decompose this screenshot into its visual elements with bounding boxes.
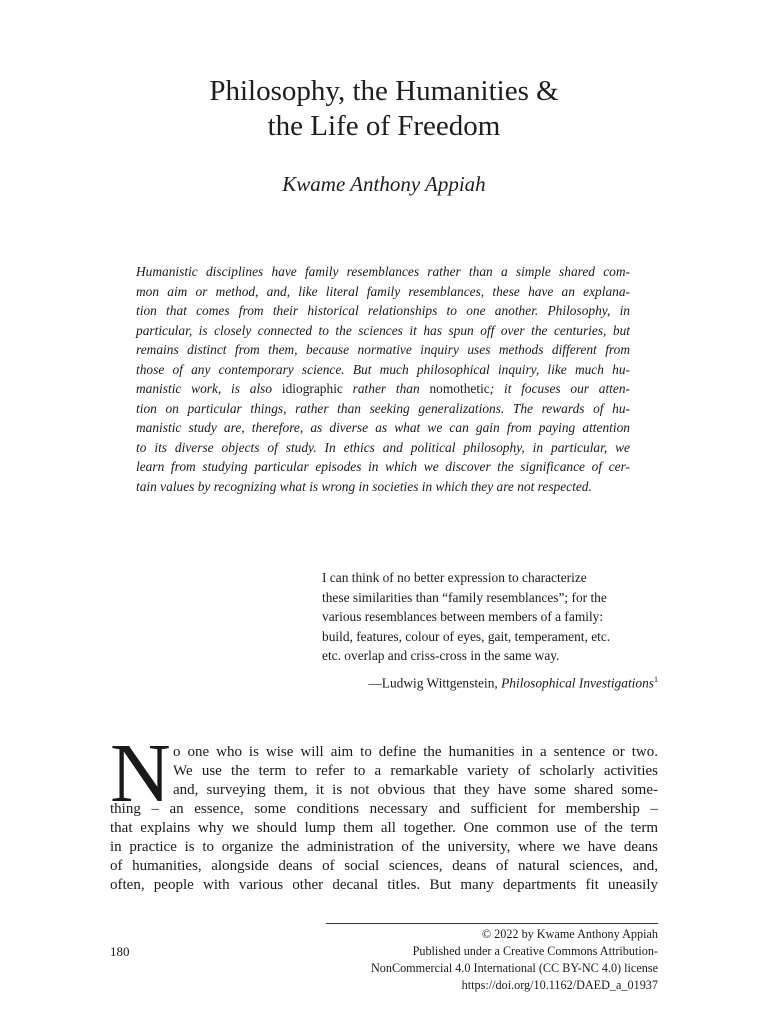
epigraph-line: etc. overlap and criss-cross in the same way.: [322, 648, 560, 663]
footnote-marker[interactable]: 1: [654, 675, 658, 684]
abstract-term-nomothetic: nomothetic: [429, 381, 490, 396]
body-line: of humanities, alongside deans of social sciences, deans of natural sciences, and,: [110, 858, 658, 874]
epigraph-line: I can think of no better expression to characterize: [322, 570, 587, 585]
body-line: in practice is to organize the administration of the university, where we have deans: [110, 839, 658, 855]
epigraph-line: various resemblances between members of a family:: [322, 609, 604, 624]
abstract-text: ; it focuses our atten-: [489, 381, 631, 396]
body-line: often, people with various other decanal titles. But many departments fit uneasily: [110, 877, 658, 893]
title-line-1: Philosophy, the Humanities &: [209, 75, 559, 107]
abstract-line: mon aim or method, and, like literal family resemblances, these have an explana-: [136, 283, 630, 299]
abstract-line: tion that comes from their historical relationships to one another. Philosophy, in: [136, 303, 630, 318]
abstract-line: manistic study are, therefore, as diverse as what we can gain from paying attention: [136, 420, 630, 435]
abstract-line: to its diverse objects of study. In ethics and political philosophy, in particular, we: [136, 439, 630, 455]
footer-divider: [326, 923, 658, 924]
abstract-line: particular, is closely connected to the sciences it has spun off over the centuries, but: [136, 322, 630, 338]
abstract-line: remains distinct from them, because normative inquiry uses methods different from: [136, 342, 630, 357]
body-line: that explains why we should lump them all together. One common use of the term: [110, 820, 658, 836]
abstract-line: [136, 379, 630, 399]
body-line: We use the term to refer to a remarkable variety of scholarly activities: [173, 763, 658, 779]
body-line: and, surveying them, it is not obvious that they have some shared some-: [173, 782, 658, 798]
page-number: 180: [110, 944, 130, 959]
abstract-text: manistic work, is also: [136, 381, 282, 396]
copyright-notice: © 2022 by Kwame Anthony Appiah: [481, 927, 658, 941]
title-line-2: the Life of Freedom: [267, 110, 501, 142]
article-title: [110, 74, 658, 144]
body-line: o one who is wise will aim to define the humanities in a sentence or two.: [173, 744, 658, 760]
abstract-line: tion on particular things, rather than seeking generalizations. The rewards of hu-: [136, 400, 630, 416]
body-line: thing – an essence, some conditions necessary and sufficient for membership –: [110, 801, 658, 817]
body-paragraph: [110, 743, 658, 895]
copyright-block: [371, 926, 658, 994]
abstract-text: rather than: [342, 381, 430, 396]
epigraph-attribution: [368, 675, 658, 691]
license-line-2: NonCommercial 4.0 International (CC BY-NC 4.0) license: [370, 961, 658, 975]
abstract-line: Humanistic disciplines have family resemblances rather than a simple shared com-: [136, 264, 630, 279]
abstract-term-idiographic: idiographic: [281, 381, 343, 396]
epigraph-quote: [322, 568, 658, 666]
abstract: [136, 262, 630, 496]
epigraph-line: build, features, colour of eyes, gait, temperament, etc.: [322, 628, 611, 644]
attribution-work: Philosophical Investigations: [501, 675, 654, 691]
abstract-line: tain values by recognizing what is wrong in societies in which they are not respected.: [136, 478, 592, 494]
author-name: Kwame Anthony Appiah: [282, 172, 486, 196]
drop-cap: N: [110, 727, 171, 820]
epigraph-line: these similarities than “family resemblances”; for the: [322, 589, 607, 605]
attribution-author: —Ludwig Wittgenstein,: [368, 675, 502, 691]
license-line-1: Published under a Creative Commons Attribution-: [412, 944, 658, 958]
abstract-line: those of any contemporary science. But much philosophical inquiry, like much hu-: [136, 361, 630, 377]
abstract-line: learn from studying particular episodes in which we discover the significance of cer-: [136, 459, 630, 474]
doi-link[interactable]: https://doi.org/10.1162/DAED_a_01937: [461, 978, 658, 992]
